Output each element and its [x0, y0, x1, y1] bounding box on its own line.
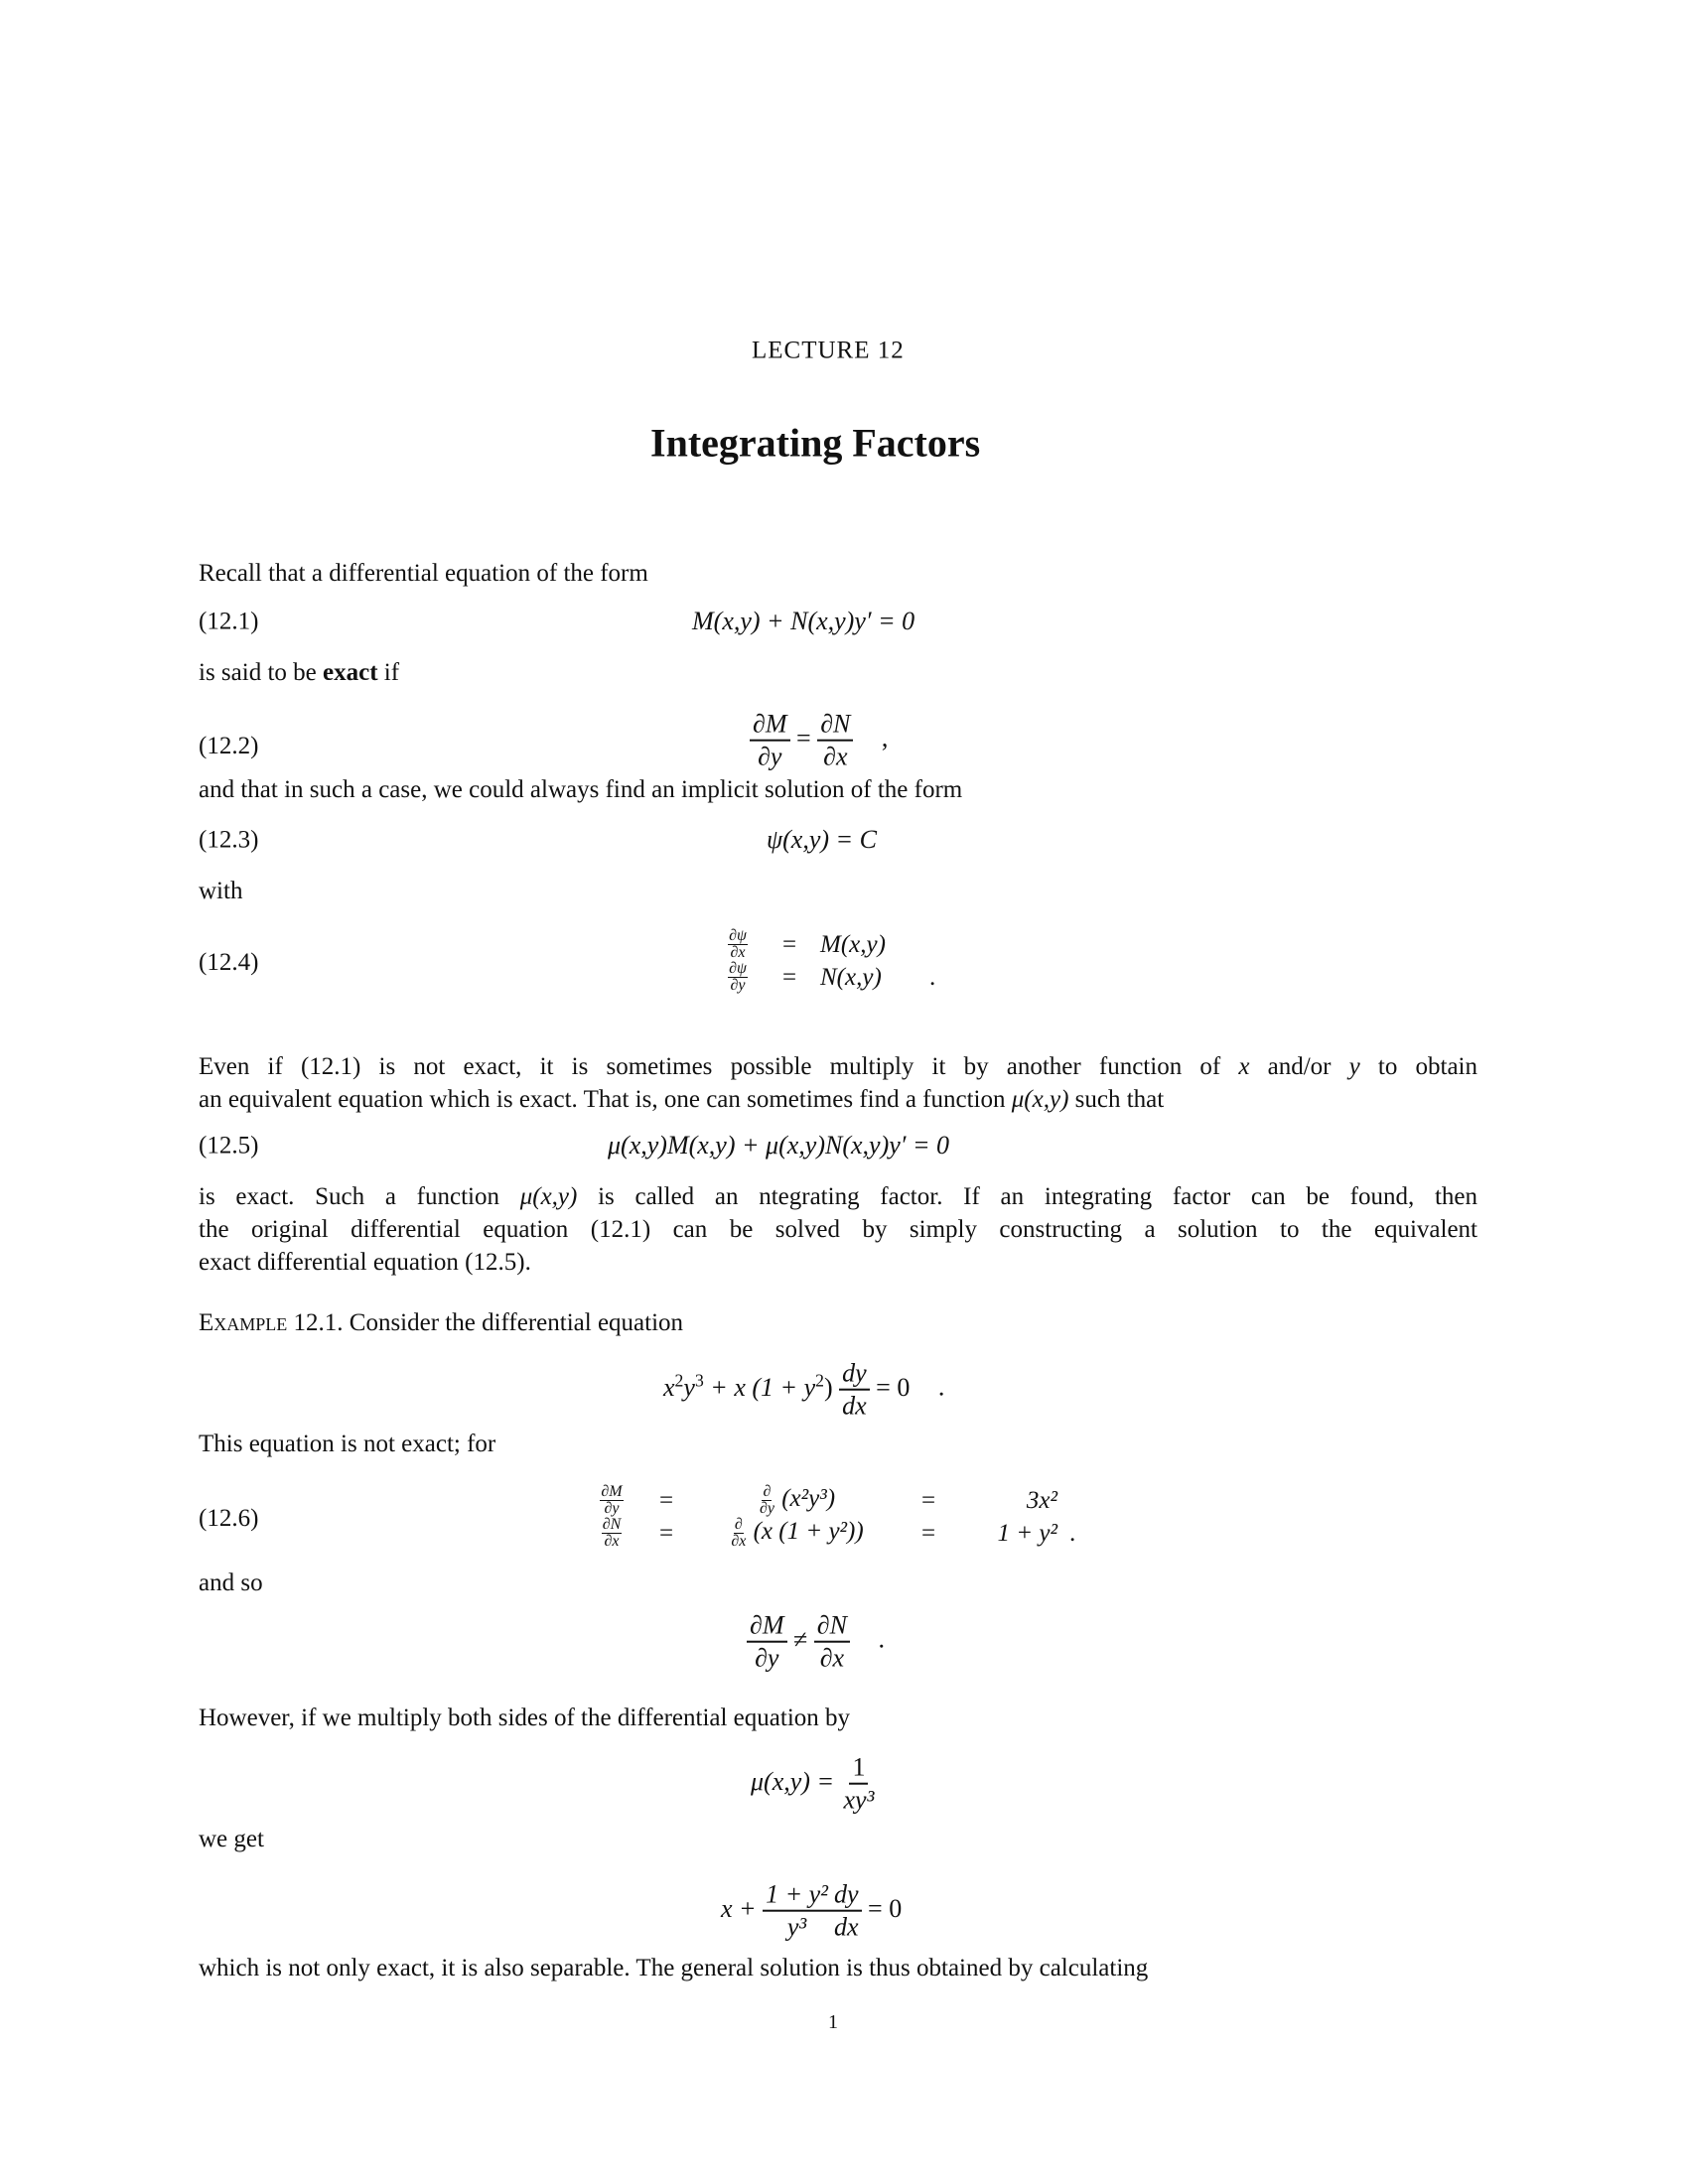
fraction	[747, 1612, 787, 1673]
lecture-label: LECTURE 12	[752, 337, 905, 364]
numerator: ∂N	[602, 1516, 622, 1533]
text: Even if (12.1) is not exact, it is sometimes possible multiply it by another function of	[199, 1053, 1239, 1080]
fraction	[591, 1517, 633, 1550]
text: an equivalent equation which is exact. That is, one can sometimes find a function	[199, 1086, 1012, 1113]
numerator: dy	[831, 1881, 862, 1912]
denominator: xy³	[843, 1786, 875, 1815]
paragraph-integrating-factor-line3: exact differential equation (12.5).	[199, 1249, 531, 1276]
denominator: ∂y	[604, 1500, 620, 1517]
middle-expression	[700, 1484, 894, 1517]
text: is exact. Such a function	[199, 1183, 520, 1210]
denominator: ∂y	[755, 1644, 779, 1673]
term-exact: exact	[323, 659, 378, 686]
equation-number-12-3: (12.3)	[199, 826, 259, 854]
fraction	[759, 1484, 775, 1517]
middle-expression	[700, 1517, 894, 1550]
rhs: = 0	[876, 1372, 911, 1402]
equation-12-2	[750, 711, 888, 771]
paragraph-and-so: and so	[199, 1570, 263, 1596]
operator: =	[781, 930, 797, 958]
expression: (x (1 + y²))	[753, 1518, 864, 1546]
punctuation: .	[878, 1624, 885, 1654]
equation-number-12-6: (12.6)	[199, 1505, 259, 1532]
expression: (x²y³)	[781, 1485, 836, 1513]
equation-number-12-1: (12.1)	[199, 608, 259, 635]
lhs: x +	[721, 1893, 757, 1923]
denominator: ∂x	[819, 1644, 845, 1673]
text: such that	[1068, 1086, 1165, 1113]
numerator: ∂	[763, 1483, 772, 1500]
exponent: 2	[674, 1370, 684, 1391]
denominator: y³	[786, 1913, 807, 1942]
example-label: Example 12.1.	[199, 1309, 344, 1336]
paragraph-however: However, if we multiply both sides of the differential equation by	[199, 1705, 851, 1731]
denominator: ∂x	[604, 1533, 620, 1550]
paragraph-integrating-factor-line1	[199, 1184, 1477, 1209]
operator: =	[658, 1519, 674, 1547]
math-mu: μ(x,y)	[519, 1183, 578, 1210]
numerator: ∂M	[601, 1483, 623, 1500]
denominator: ∂x	[731, 1533, 747, 1550]
operator: =	[796, 723, 811, 752]
fraction	[817, 711, 853, 771]
paragraph-separable: which is not only exact, it is also separable. The general solution is thus obtained by calculating	[199, 1955, 1149, 1981]
rhs: 3x²	[1026, 1486, 1057, 1514]
equation-12-4	[717, 928, 959, 994]
example-heading	[199, 1310, 683, 1335]
fraction	[750, 711, 790, 771]
paragraph-integrating-factor-line2: the original differential equation (12.1) can be solved by simply constructing a solution to the equivalent	[199, 1216, 1477, 1243]
fraction	[717, 961, 759, 994]
operator: =	[920, 1519, 936, 1547]
page-number: 1	[828, 2011, 838, 2033]
numerator: dy	[839, 1360, 870, 1391]
paragraph-implicit-solution: and that in such a case, we could always find an implicit solution of the form	[199, 776, 963, 803]
punctuation: ,	[881, 723, 889, 752]
numerator: ∂N	[817, 711, 853, 742]
rhs: N(x,y)	[820, 963, 882, 991]
numerator: 1 + y²	[763, 1881, 831, 1912]
example-equation	[663, 1360, 944, 1421]
mu-definition-equation	[751, 1754, 877, 1815]
text: Consider the differential equation	[343, 1309, 684, 1336]
punctuation: .	[1069, 1519, 1076, 1547]
paragraph-we-get: we get	[199, 1826, 264, 1852]
denominator: ∂y	[759, 1500, 774, 1517]
fraction	[841, 1754, 878, 1815]
equation-12-1: M(x,y) + N(x,y)y′ = 0	[692, 607, 915, 635]
rhs: 1 + y²	[997, 1519, 1057, 1547]
paren: )	[823, 1372, 833, 1402]
numerator: 1	[849, 1754, 868, 1785]
rhs: M(x,y)	[820, 930, 886, 958]
punctuation: .	[937, 1372, 945, 1402]
text: is called an ntegrating factor. If an integrating factor can be found, then	[577, 1183, 1477, 1210]
paragraph-with: with	[199, 878, 243, 904]
term: + x (1 + y	[703, 1372, 816, 1402]
equation-number-12-5: (12.5)	[199, 1132, 259, 1160]
operator: =	[658, 1486, 674, 1514]
numerator: ∂N	[814, 1612, 850, 1643]
fraction	[730, 1517, 747, 1550]
operator: ≠	[793, 1624, 808, 1654]
term: y	[683, 1372, 695, 1402]
text: is said to be	[199, 659, 323, 686]
math-mu: μ(x,y)	[1011, 1086, 1069, 1113]
fraction	[814, 1612, 850, 1673]
lhs: μ(x,y) =	[751, 1766, 834, 1796]
paragraph-exact-def	[199, 660, 399, 685]
exponent: 3	[694, 1370, 704, 1391]
operator: =	[781, 963, 797, 991]
numerator: ∂M	[747, 1612, 787, 1643]
rhs: = 0	[868, 1893, 903, 1923]
inequality-equation	[747, 1612, 885, 1673]
equation-number-12-2: (12.2)	[199, 733, 259, 759]
equation-number-12-4: (12.4)	[199, 949, 259, 976]
math-y: y	[1348, 1053, 1360, 1080]
punctuation: .	[929, 963, 936, 991]
fraction	[591, 1484, 633, 1517]
fraction	[839, 1360, 870, 1421]
equation-12-5: μ(x,y)M(x,y) + μ(x,y)N(x,y)y′ = 0	[608, 1131, 950, 1160]
term: x	[663, 1372, 675, 1402]
text: if	[377, 659, 400, 686]
separable-equation	[721, 1881, 902, 1942]
math-x: x	[1238, 1053, 1250, 1080]
numerator: ∂M	[750, 711, 790, 742]
fraction	[717, 928, 759, 961]
numerator: ∂ψ	[729, 960, 747, 977]
denominator: dx	[833, 1913, 859, 1942]
text: to obtain	[1359, 1053, 1477, 1080]
denominator: ∂x	[730, 944, 746, 961]
exponent: 2	[815, 1370, 824, 1391]
fraction	[763, 1881, 831, 1942]
denominator: ∂y	[758, 743, 782, 771]
paragraph-even-if-line2	[199, 1087, 1164, 1112]
paragraph-recall: Recall that a differential equation of the form	[199, 560, 648, 587]
equation-12-6	[591, 1484, 1087, 1550]
paragraph-not-exact: This equation is not exact; for	[199, 1431, 496, 1457]
paragraph-even-if-line1	[199, 1054, 1477, 1079]
fraction	[831, 1881, 862, 1942]
page-title: Integrating Factors	[650, 420, 981, 466]
denominator: ∂y	[730, 977, 746, 994]
text: and/or	[1249, 1053, 1349, 1080]
denominator: ∂x	[823, 743, 848, 771]
numerator: ∂	[734, 1516, 743, 1533]
operator: =	[920, 1486, 936, 1514]
equation-12-3: ψ(x,y) = C	[767, 825, 877, 854]
numerator: ∂ψ	[729, 927, 747, 944]
denominator: dx	[842, 1392, 867, 1421]
